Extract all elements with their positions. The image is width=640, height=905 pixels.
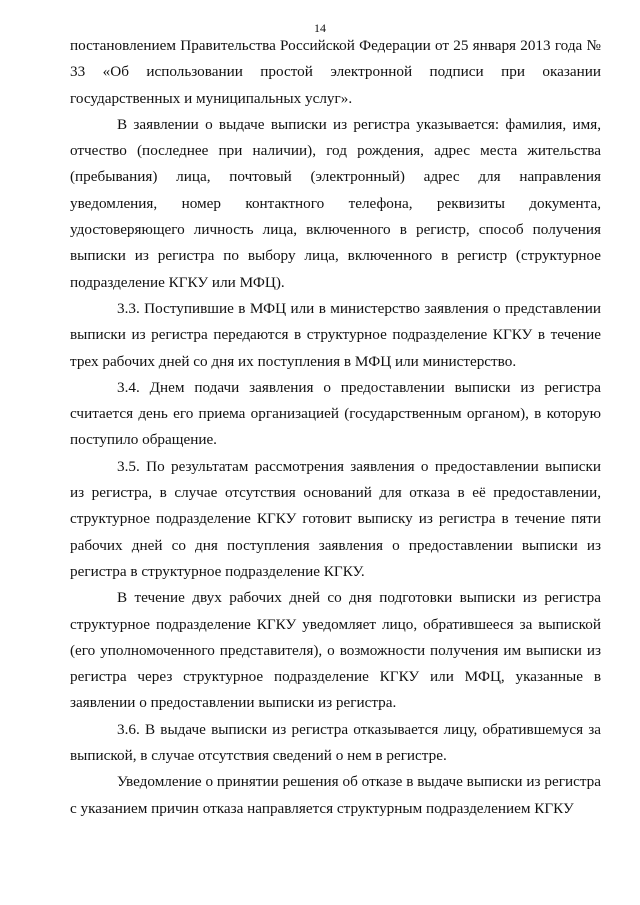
document-body: [70, 33, 601, 822]
paragraph-refusal-notice: Уведомление о принятии решения об отказе в выдаче выписки из регистра с указанием причин отказа направляется структурным подразделением КГКУ: [70, 773, 601, 817]
paragraph-notification: В течение двух рабочих дней со дня подготовки выписки из регистра структурное подразделение КГКУ уведомляет лицо, обратившееся за выпиской (его уполномоченного представителя), о возможности получения им выписки из регистра через структурное подразделение КГКУ или МФЦ, указанные в заявлении о предоставлении выписки из регистра.: [70, 589, 601, 712]
paragraph-1: постановлением Правительства Российской Федерации от 25 января 2013 года № 33 «Об использовании простой электронной подписи при оказании государственных и муниципальных услуг».: [70, 37, 601, 107]
paragraph-3-6: 3.6. В выдаче выписки из регистра отказывается лицу, обратившемуся за выпиской, в случае отсутствия сведений о нем в регистре.: [70, 720, 601, 765]
page-number: 14: [314, 21, 326, 35]
paragraph-3-4: 3.4. Днем подачи заявления о предоставлении выписки из регистра считается день его приема организацией (государственным органом), в которую поступило обращение.: [70, 378, 601, 449]
paragraph-2: В заявлении о выдаче выписки из регистра указывается: фамилия, имя, отчество (последнее при наличии), год рождения, адрес места жительства (пребывания) лица, почтовый (электронный) адрес для направления уведомления, номер контактного телефона, реквизиты документа, удостоверяющего личность лица, включенного в регистр, способ получения выписки из регистра по выбору лица, включенного в регистр (структурное подразделение КГКУ или МФЦ).: [70, 115, 601, 291]
paragraph-3-5: 3.5. По результатам рассмотрения заявления о предоставлении выписки из регистра, в случае отсутствия оснований для отказа в её предоставлении, структурное подразделение КГКУ готовит выписку из регистра в течение пяти рабочих дней со дня поступления заявления о предоставлении выписки из регистра в структурное подразделение КГКУ.: [70, 457, 601, 580]
paragraph-3-3: 3.3. Поступившие в МФЦ или в министерство заявления о представлении выписки из регистра передаются в структурное подразделение КГКУ в течение трех рабочих дней со дня их поступления в МФЦ или министерство.: [70, 299, 601, 370]
